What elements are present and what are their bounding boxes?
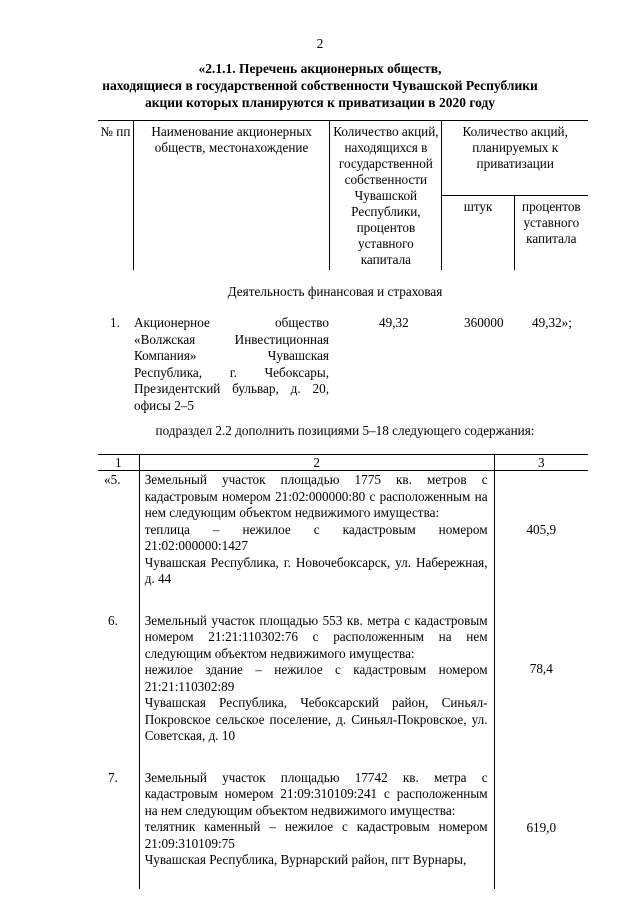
- header-num: № пп: [98, 121, 133, 271]
- pieces-value: 360000: [464, 315, 504, 330]
- table-row: [98, 471, 588, 612]
- row-value: 78,4: [494, 612, 588, 769]
- description-line: Земельный участок площадью 17742 кв. метра с кадастровым номером 21:09:310109:241 с расположенным на нем следующим объектом недвижимого имущества:: [144, 769, 488, 818]
- col-header-3: 3: [494, 455, 588, 471]
- description-line: Чувашская Республика, Чебоксарский район, Синьял-Покровское сельское поселение, д. Синьял-Покровское, ул. Советская, д. 10: [144, 695, 488, 743]
- description-line: теплица – нежилое с кадастровым номером 21:02:000000:1427: [144, 521, 488, 553]
- table-row: [98, 612, 588, 769]
- row-number: 7.: [108, 769, 118, 785]
- property-table: [98, 454, 588, 889]
- description-line: Земельный участок площадью 1775 кв. метров с кадастровым номером 21:02:000000:80 с расположенным на нем следующим объектом недвижимого имущества:: [144, 472, 488, 520]
- percent-value: 49,32»;: [532, 315, 572, 330]
- header-name: Наименование акционерных обществ, местонахождение: [133, 121, 330, 271]
- col-header-2: 2: [139, 455, 494, 471]
- row-description: [139, 612, 494, 769]
- description-line: Чувашская Республика, г. Новочебоксарск, ул. Набережная, д. 44: [144, 554, 488, 586]
- row-value: 405,9: [494, 471, 588, 612]
- gov-share-value: 49,32: [379, 315, 409, 330]
- section-heading: Деятельность финансовая и страховая: [227, 284, 443, 299]
- table-row: [98, 769, 588, 889]
- description-line: телятник каменный – нежилое с кадастровым номером 21:09:310109:75: [144, 819, 488, 851]
- page-number: 2: [316, 36, 324, 51]
- row-description: [139, 471, 494, 612]
- row-number: 1.: [110, 315, 120, 330]
- description-line: нежилое здание – нежилое с кадастровым номером 21:21:110302:89: [144, 662, 488, 694]
- row-value: 619,0: [494, 769, 588, 889]
- row-description: [139, 769, 494, 889]
- row-number: «5.: [104, 472, 121, 487]
- col-header-1: 1: [98, 455, 139, 471]
- header-planned: Количество акций, планируемых к приватизации: [442, 121, 588, 196]
- description-line: Чувашская Республика, Вурнарский район, пгт Вурнары,: [144, 852, 467, 867]
- header-gov-share: Количество акций, находящихся в государственной собственности Чувашской Республики, процентов уставного капитала: [330, 121, 442, 271]
- title-line-3: акции которых планируются к приватизации в 2020 году: [144, 95, 496, 110]
- company-name: Акционерное общество «Волжская Инвестиционная Компания» Чувашская Республика, г. Чебоксары, Президентский бульвар, д. 20, офисы 2–5: [134, 315, 329, 413]
- document-title: [100, 60, 540, 111]
- shares-table: [98, 120, 588, 270]
- title-line-1: «2.1.1. Перечень акционерных обществ,: [198, 61, 442, 76]
- title-line-2: находящиеся в государственной собственности Чувашской Республики: [102, 78, 538, 93]
- subsection-text: подраздел 2.2 дополнить позициями 5–18 следующего содержания:: [155, 423, 535, 438]
- row-number: 6.: [108, 612, 118, 628]
- header-pieces: штук: [442, 196, 514, 270]
- description-line: Земельный участок площадью 553 кв. метра с кадастровым номером 21:21:110302:76 с расположенным на нем следующим объектом недвижимого имущества:: [144, 612, 488, 661]
- header-percent: процентов уставного капитала: [514, 196, 588, 270]
